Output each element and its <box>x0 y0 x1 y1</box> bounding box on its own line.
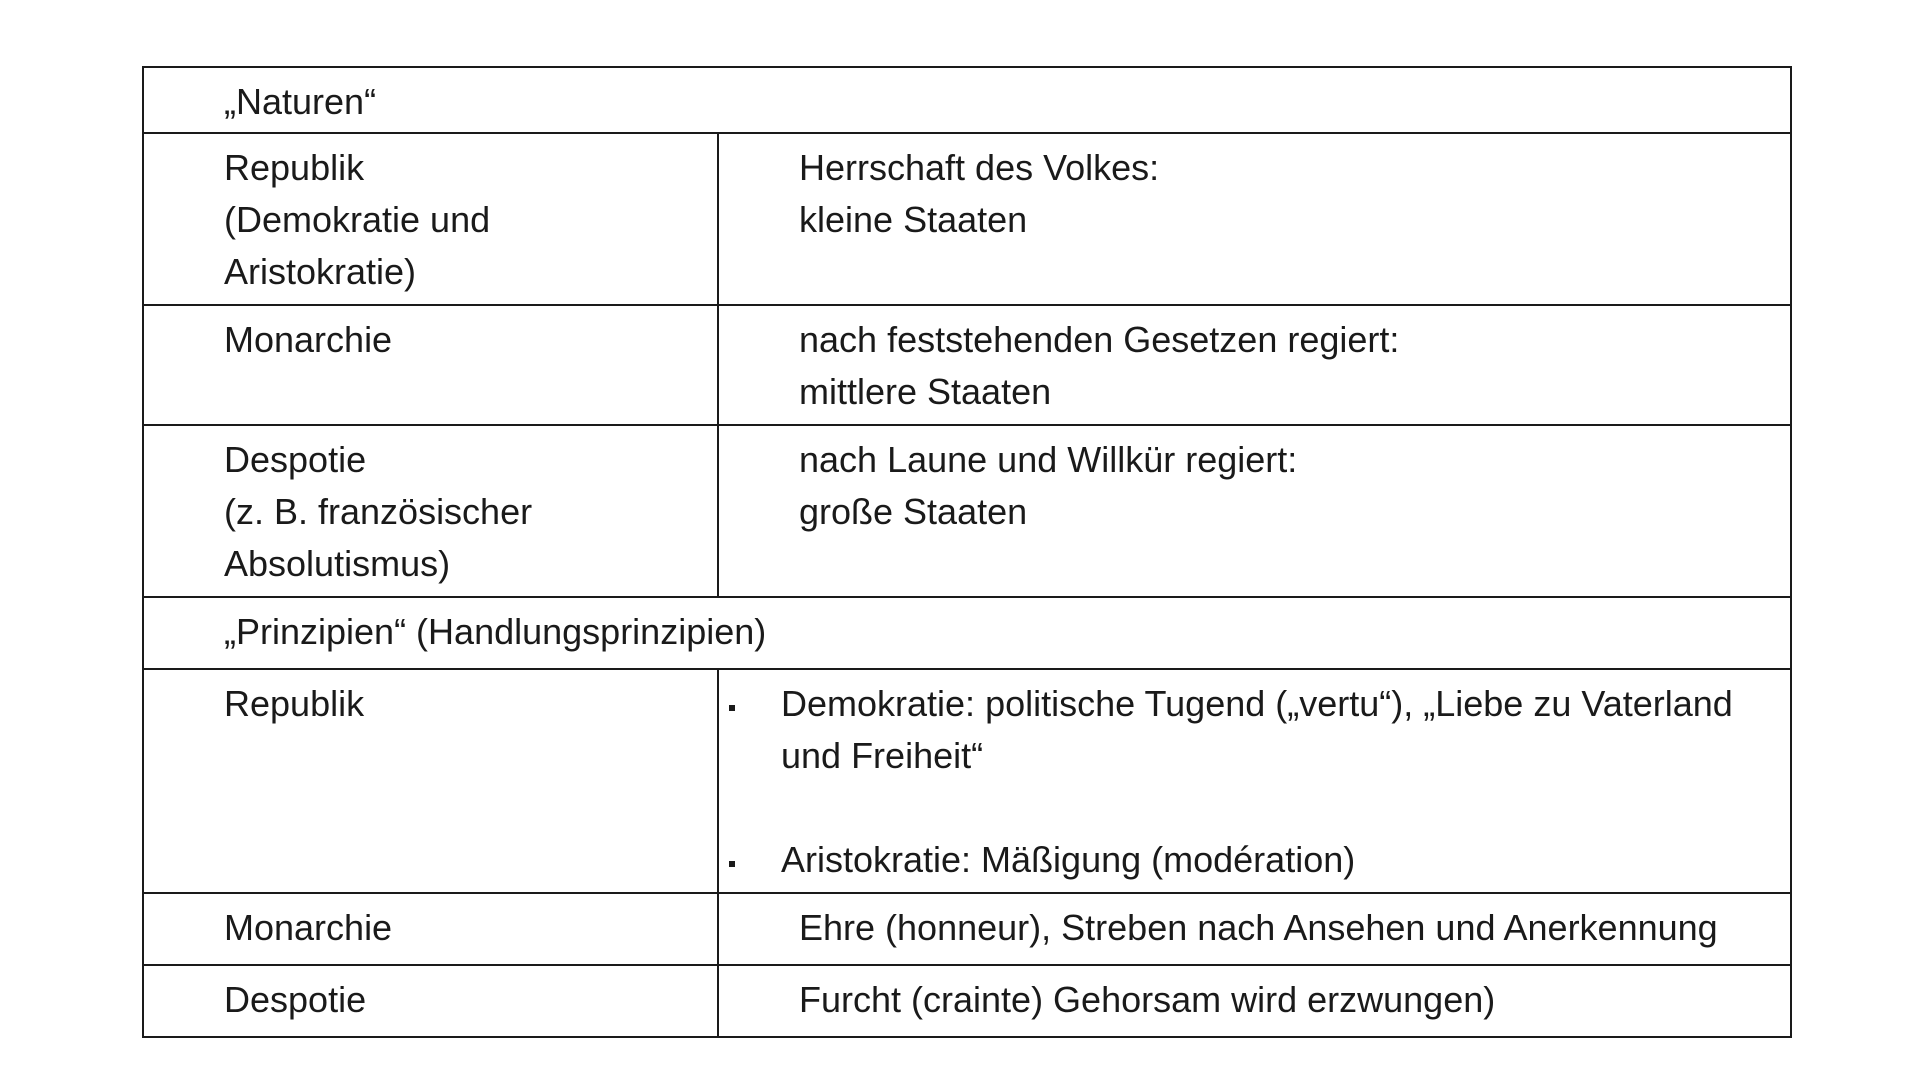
description-cell-republik <box>718 133 1791 305</box>
list-item <box>719 834 1774 886</box>
cell-line: Monarchie <box>224 319 393 360</box>
table-row <box>143 133 1791 305</box>
cell-line: Herrschaft des Volkes: <box>799 147 1160 188</box>
form-cell-despotie-prinzip: Despotie <box>143 965 718 1037</box>
list-item <box>719 678 1774 782</box>
description-cell-monarchie <box>718 305 1791 425</box>
form-cell-republik <box>143 133 718 305</box>
section-heading-naturen: „Naturen“ <box>143 67 1791 133</box>
section-heading-prinzipien: „Prinzipien“ (Handlungsprinzipien) <box>143 597 1791 669</box>
square-bullet-icon <box>729 705 735 711</box>
list-item-text: Aristokratie: Mäßigung (modération) <box>781 839 1356 880</box>
table-row <box>143 425 1791 597</box>
comparison-table <box>142 66 1792 1038</box>
principle-cell-despotie: Furcht (crainte) Gehorsam wird erzwungen) <box>718 965 1791 1037</box>
description-cell-despotie <box>718 425 1791 597</box>
cell-line: (Demokratie und <box>224 199 491 240</box>
cell-line: Aristokratie) <box>224 251 417 292</box>
cell-line: nach feststehenden Gesetzen regiert: <box>799 319 1400 360</box>
section-row-naturen <box>143 67 1791 133</box>
table-row <box>143 893 1791 965</box>
principle-list <box>719 678 1774 886</box>
table-row <box>143 965 1791 1037</box>
list-item-text: Demokratie: politische Tugend („vertu“), „Liebe zu Vaterland und Freiheit“ <box>781 683 1733 776</box>
table-row <box>143 305 1791 425</box>
form-cell-monarchie-prinzip: Monarchie <box>143 893 718 965</box>
cell-line: Republik <box>224 147 365 188</box>
cell-line: kleine Staaten <box>799 199 1028 240</box>
cell-line: große Staaten <box>799 491 1028 532</box>
form-cell-despotie <box>143 425 718 597</box>
form-cell-monarchie <box>143 305 718 425</box>
form-cell-republik-prinzip: Republik <box>143 669 718 893</box>
principle-cell-republik <box>718 669 1791 893</box>
principle-cell-monarchie: Ehre (honneur), Streben nach Ansehen und Anerkennung <box>718 893 1791 965</box>
cell-line: nach Laune und Willkür regiert: <box>799 439 1298 480</box>
cell-line: Despotie <box>224 439 367 480</box>
square-bullet-icon <box>729 861 735 867</box>
section-row-prinzipien <box>143 597 1791 669</box>
cell-line: Absolutismus) <box>224 543 451 584</box>
table-row <box>143 669 1791 893</box>
cell-line: mittlere Staaten <box>799 371 1052 412</box>
cell-line: (z. B. französischer <box>224 491 533 532</box>
